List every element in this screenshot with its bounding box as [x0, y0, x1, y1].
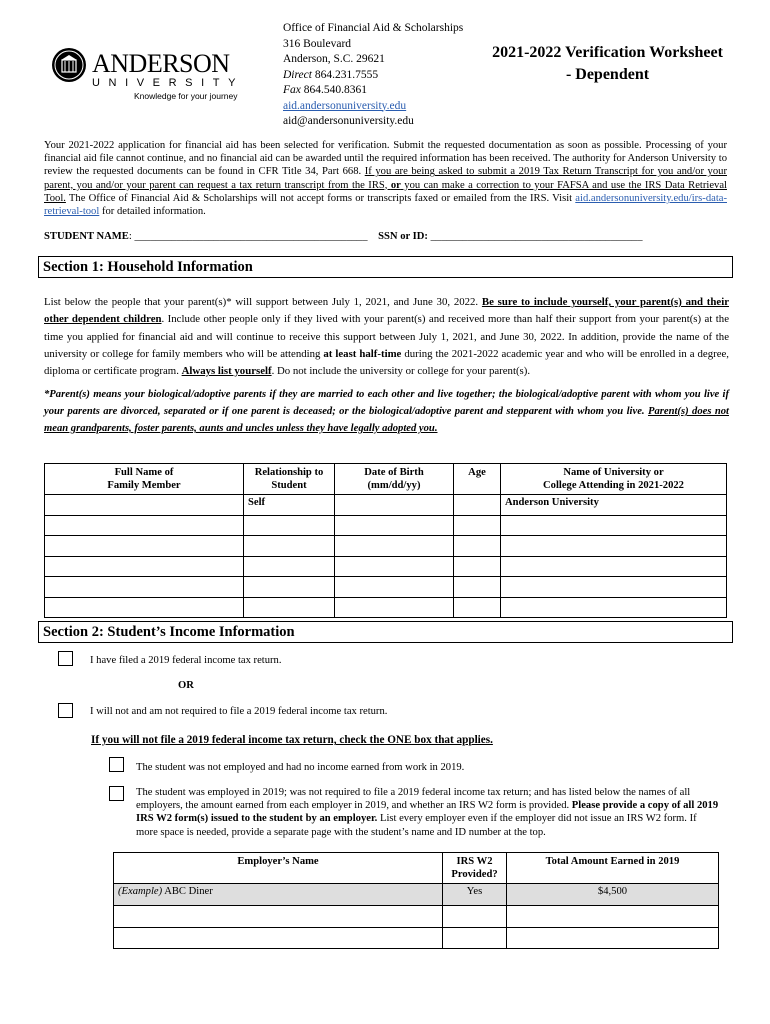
col-w2: IRS W2 Provided?: [443, 853, 507, 884]
cell-name[interactable]: [45, 577, 244, 598]
section2-heading: Section 2: Student’s Income Information: [38, 621, 733, 643]
col-employer-name: Employer’s Name: [114, 853, 443, 884]
table-row: [45, 515, 727, 536]
cell-relationship[interactable]: [244, 597, 335, 618]
logo-name: ANDERSON: [92, 49, 230, 78]
cell-dob[interactable]: [335, 515, 454, 536]
table-row: [45, 536, 727, 557]
employed-checkbox[interactable]: [109, 786, 124, 801]
not-employed-label: The student was not employed and had no income earned from work in 2019.: [136, 762, 465, 773]
cell-name[interactable]: [45, 556, 244, 577]
col-full-name: Full Name of Family Member: [45, 464, 244, 495]
table-row: [45, 577, 727, 598]
university-logo: [52, 48, 245, 104]
cell-employer[interactable]: [114, 927, 443, 949]
cell-age[interactable]: [454, 515, 501, 536]
col-college: Name of University or College Attending in 2021-2022: [501, 464, 727, 495]
example-w2: Yes: [443, 884, 507, 906]
cell-w2[interactable]: [443, 927, 507, 949]
cell-relationship[interactable]: [244, 536, 335, 557]
office-city: Anderson, S.C. 29621: [283, 53, 385, 65]
cell-name[interactable]: [45, 597, 244, 618]
office-street: 316 Boulevard: [283, 37, 352, 50]
cell-dob[interactable]: [335, 577, 454, 598]
cell-relationship[interactable]: [244, 556, 335, 577]
worksheet-title-line2: - Dependent: [565, 66, 650, 83]
cell-age[interactable]: [454, 495, 501, 516]
table-row: [45, 556, 727, 577]
cell-age[interactable]: [454, 577, 501, 598]
cell-amount[interactable]: [507, 927, 719, 949]
not-employed-checkbox[interactable]: [109, 757, 124, 772]
filed-return-checkbox[interactable]: [58, 651, 73, 666]
cell-age[interactable]: [454, 556, 501, 577]
cell-college[interactable]: [501, 515, 727, 536]
section1-heading: Section 1: Household Information: [38, 256, 733, 278]
cell-age[interactable]: [454, 536, 501, 557]
col-relationship: Relationship to Student: [244, 464, 335, 495]
worksheet-title: [470, 42, 745, 86]
table-row: [45, 597, 727, 618]
parent-definition-note: *Parent(s) means your biological/adoptive parents if they are married to each other and live together; the biological/adoptive parent with whom you live if your parents are divorced, separated or if one parent is deceased; or the biological/adoptive parent and stepparent with whom you live. Parent(s) does not mean grandparents, foster parents, aunts and uncles unless they have legally adopted you.: [44, 389, 729, 434]
cell-college[interactable]: [501, 577, 727, 598]
or-separator: OR: [178, 680, 194, 691]
cell-name[interactable]: [45, 495, 244, 516]
worksheet-title-line1: 2021-2022 Verification Worksheet: [492, 44, 723, 61]
irs-data-retrieval-link[interactable]: aid.andersonuniversity.edu/irs-data-retrieval-tool: [44, 192, 727, 218]
cell-age[interactable]: [454, 597, 501, 618]
cell-dob[interactable]: [335, 556, 454, 577]
cell-college[interactable]: [501, 556, 727, 577]
office-name: Office of Financial Aid & Scholarships: [283, 22, 464, 34]
household-instructions: List below the people that your parent(s)* will support between July 1, 2021, and June 30, 2022. Be sure to include yourself, your parent(s) and their other dependent children. Include other people only if they lived with your parent(s) and received more than half their support from your parent(s) at the time you applied for financial aid and will continue to receive this support between July 1, 2021, and June 30, 2022. In addition, provide the name of the university or college for family members who will be attending at least half-time during the 2021-2022 academic year and who will be enrolled in a degree, diploma or certificate program. Always list yourself. Do not include the university or college for your parent(s).: [44, 296, 729, 378]
table-row: [45, 495, 727, 516]
cell-dob[interactable]: [335, 536, 454, 557]
cell-name[interactable]: [45, 536, 244, 557]
student-name-field[interactable]: : ____________________________________________: [128, 231, 368, 242]
cell-dob[interactable]: [335, 495, 454, 516]
filed-return-label: I have filed a 2019 federal income tax return.: [90, 655, 282, 666]
office-fax: Fax 864.540.8361: [283, 84, 368, 96]
example-row: [114, 884, 719, 906]
office-direct: Direct 864.231.7555: [283, 68, 379, 81]
cell-relationship[interactable]: [244, 577, 335, 598]
household-table: [44, 463, 727, 618]
cell-college[interactable]: [501, 536, 727, 557]
cell-employer[interactable]: [114, 905, 443, 927]
cell-relationship[interactable]: [244, 515, 335, 536]
col-age: Age: [454, 464, 501, 495]
cell-w2[interactable]: [443, 905, 507, 927]
office-address: [283, 21, 463, 130]
not-filing-checkbox[interactable]: [58, 703, 73, 718]
intro-paragraph: Your 2021-2022 application for financial aid has been selected for verification. Submit the requested documentation as soon as possible. Processing of your financial aid file cannot continue, and no financial aid can be awarded until the required information has been received. The authority for Anderson University to review the requested documents can be found in CFR Title 34, Part 668. If you are being asked to submit a 2019 Tax Return Transcript for you and/or your parent, you and/or your parent can request a tax return transcript from the IRS, or you can make a correction to your FAFSA and use the IRS Data Retrieval Tool. The Office of Financial Aid & Scholarships will not accept forms or transcripts faxed or emailed from the IRS. Visit aid.andersonuniversity.edu/irs-data-retrieval-tool for detailed information.: [44, 140, 727, 218]
cell-relationship: Self: [244, 495, 335, 516]
col-amount: Total Amount Earned in 2019: [507, 853, 719, 884]
logo-sub: UNIVERSITY: [92, 77, 245, 89]
cell-college: Anderson University: [501, 495, 727, 516]
not-filing-label: I will not and am not required to file a 2019 federal income tax return.: [90, 706, 388, 717]
office-website-link[interactable]: aid.andersonuniversity.edu: [283, 99, 407, 112]
employed-label: The student was employed in 2019; was not required to file a 2019 federal income tax return; and has listed below the names of all employers, the amount earned from each employer in 2019, and whether an IRS W2 form is provided. Please provide a copy of all 2019 IRS W2 form(s) issued to the student by an employer. List every employer even if the employer did not issue an IRS W2 form. If more space is needed, provide a separate page with the student’s name and ID number at the top.: [136, 787, 719, 838]
ssn-field[interactable]: ________________________________________: [427, 231, 643, 242]
student-name-label: STUDENT NAME: [44, 231, 129, 242]
table-row: [114, 905, 719, 927]
employer-table: [113, 852, 719, 949]
cell-college[interactable]: [501, 597, 727, 618]
cell-dob[interactable]: [335, 597, 454, 618]
cell-amount[interactable]: [507, 905, 719, 927]
table-row: [114, 927, 719, 949]
logo-tagline: Knowledge for your journey: [134, 91, 238, 101]
student-info-line: [44, 231, 734, 242]
not-filing-instruction: If you will not file a 2019 federal income tax return, check the ONE box that applies.: [91, 734, 493, 746]
cell-name[interactable]: [45, 515, 244, 536]
ssn-label: SSN or ID:: [378, 231, 428, 242]
example-employer: (Example) ABC Diner: [114, 884, 443, 906]
office-email: aid@andersonuniversity.edu: [283, 115, 414, 127]
col-dob: Date of Birth (mm/dd/yy): [335, 464, 454, 495]
university-seal-icon: [52, 48, 86, 82]
example-amount: $4,500: [507, 884, 719, 906]
